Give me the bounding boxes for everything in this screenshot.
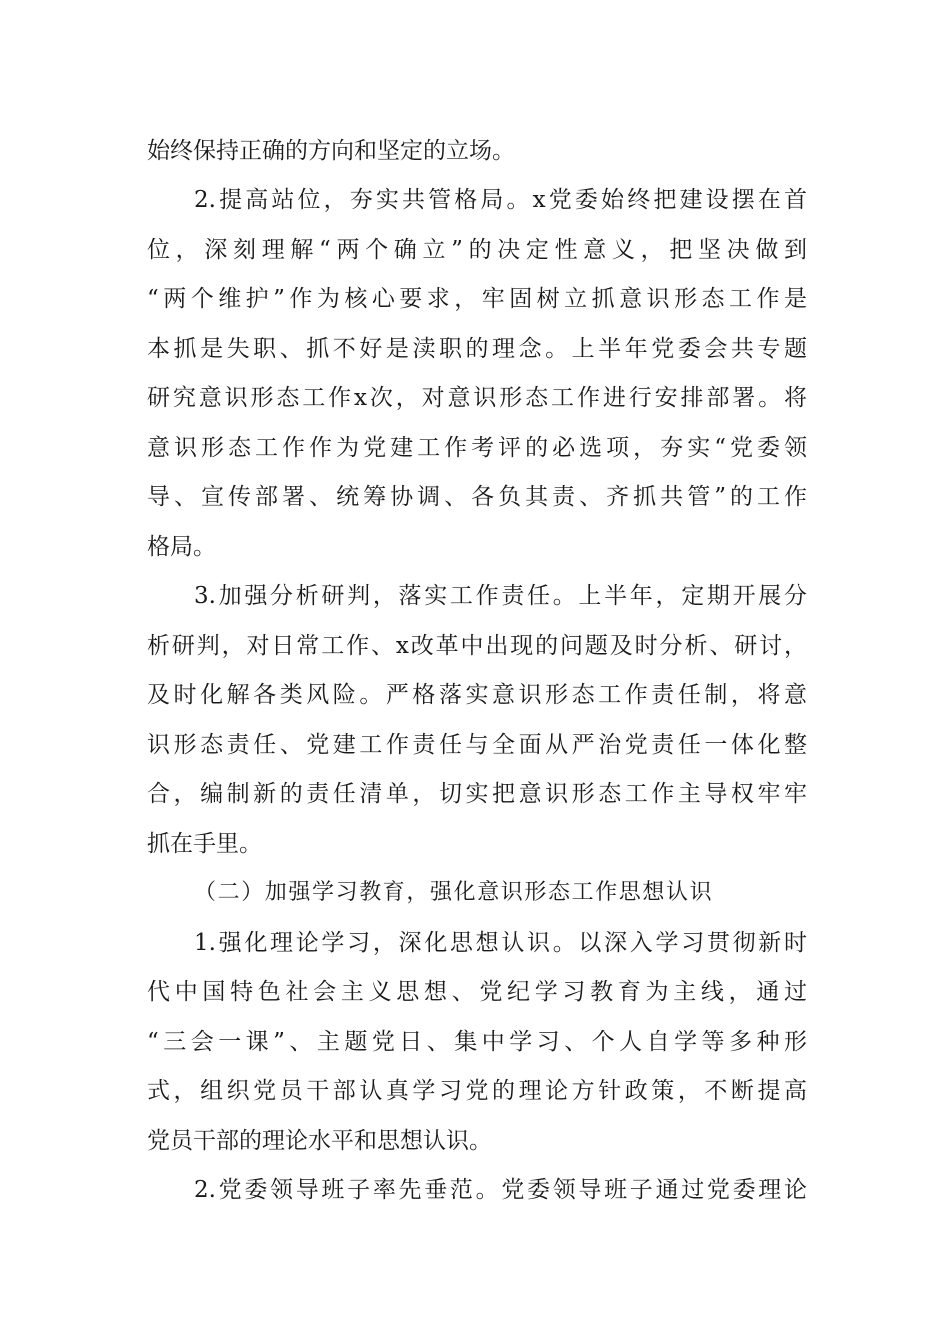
text-line-19: “三会一课”、主题党日、集中学习、个人自学等多种形 xyxy=(147,1029,807,1055)
text-line-17: 1.强化理论学习，深化思想认识。以深入学习贯彻新时 xyxy=(194,930,807,956)
text-line-8: 导、宣传部署、统筹协调、各负其责、齐抓共管”的工作 xyxy=(147,484,807,510)
text-line-7: 意识形态工作作为党建工作考评的必选项，夯实“党委领 xyxy=(147,435,807,461)
text-line-15: 抓在手里。 xyxy=(147,831,262,857)
text-line-9: 格局。 xyxy=(147,534,216,560)
text-line-18: 代中国特色社会主义思想、党纪学习教育为主线，通过 xyxy=(147,979,807,1005)
text-line-3: 位，深刻理解“两个确立”的决定性意义，把坚决做到 xyxy=(147,237,807,263)
text-line-2: 2.提高站位，夯实共管格局。x党委始终把建设摆在首 xyxy=(194,187,807,213)
text-line-1: 始终保持正确的方向和坚定的立场。 xyxy=(147,138,515,164)
text-line-4: “两个维护”作为核心要求，牢固树立抓意识形态工作是 xyxy=(147,286,807,312)
text-line-20: 式，组织党员干部认真学习党的理论方针政策，不断提高 xyxy=(147,1078,807,1104)
text-line-22: 2.党委领导班子率先垂范。党委领导班子通过党委理论 xyxy=(194,1177,807,1203)
text-line-14: 合，编制新的责任清单，切实把意识形态工作主导权牢牢 xyxy=(147,781,807,807)
text-line-12: 及时化解各类风险。严格落实意识形态工作责任制，将意 xyxy=(147,682,807,708)
section-heading: （二）加强学习教育，强化意识形态工作思想认识 xyxy=(194,880,714,905)
text-line-11: 析研判，对日常工作、x改革中出现的问题及时分析、研讨， xyxy=(147,633,807,659)
text-line-21: 党员干部的理论水平和思想认识。 xyxy=(147,1128,492,1154)
text-line-10: 3.加强分析研判，落实工作责任。上半年，定期开展分 xyxy=(194,583,807,609)
text-line-5: 本抓是失职、抓不好是渎职的理念。上半年党委会共专题 xyxy=(147,336,807,362)
text-line-6: 研究意识形态工作x次，对意识形态工作进行安排部署。将 xyxy=(147,385,807,411)
text-line-13: 识形态责任、党建工作责任与全面从严治党责任一体化整 xyxy=(147,732,807,758)
